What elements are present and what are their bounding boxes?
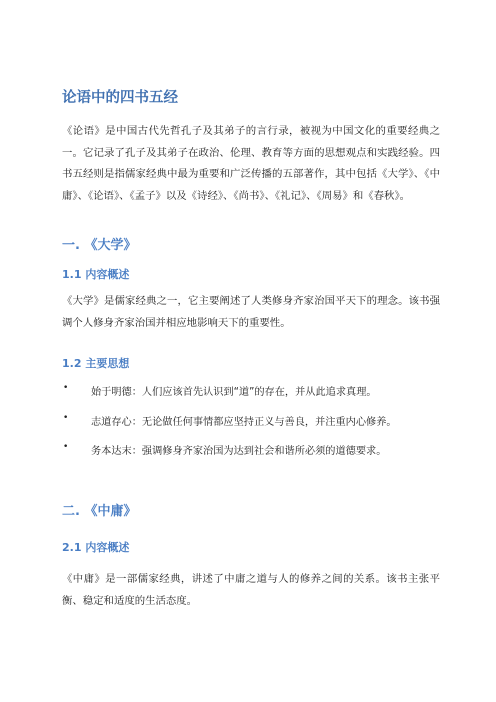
zhongyong-overview-paragraph: 《中庸》是一部儒家经典，讲述了中庸之道与人的修养之间的关系。该书主张平衡、稳定和适度的生活态度。 bbox=[62, 573, 440, 607]
list-item-text: 志道存心：无论做任何事情都应坚持正义与善良，并注重内心修养。 bbox=[91, 417, 397, 428]
document-title: 论语中的四书五经 bbox=[62, 90, 178, 106]
daxue-overview-paragraph: 《大学》是儒家经典之一，它主要阐述了人类修身齐家治国平天下的理念。该书强调个人修身齐家治国并相应地影响天下的重要性。 bbox=[62, 295, 440, 329]
bullet-icon: • bbox=[63, 383, 69, 393]
subsection-heading-2-1: 2.1 内容概述 bbox=[62, 541, 130, 554]
bullet-icon: • bbox=[63, 413, 69, 423]
list-item-text: 始于明德：人们应该首先认识到“道”的存在，并从此追求真理。 bbox=[91, 387, 377, 398]
section-heading-daxue: 一. 《大学》 bbox=[62, 238, 137, 253]
subsection-heading-1-2: 1.2 主要思想 bbox=[62, 357, 130, 370]
intro-paragraph: 《论语》是中国古代先哲孔子及其弟子的言行录，被视为中国文化的重要经典之一。它记录了孔子及其弟子在政治、伦理、教育等方面的思想观点和实践经验。四书五经则是指儒家经典中最为重要和广泛传播的五部著作，其中包括《大学》、《中庸》、《论语》、《孟子》以及《诗经》、《尚书》、《礼记》、《周易》和《春秋》。 bbox=[62, 125, 440, 202]
list-item-text: 务本达末：强调修身齐家治国为达到社会和谐所必须的道德要求。 bbox=[91, 446, 387, 457]
subsection-heading-1-1: 1.1 内容概述 bbox=[62, 268, 130, 281]
section-heading-zhongyong: 二. 《中庸》 bbox=[62, 504, 137, 519]
bullet-icon: • bbox=[63, 442, 69, 452]
